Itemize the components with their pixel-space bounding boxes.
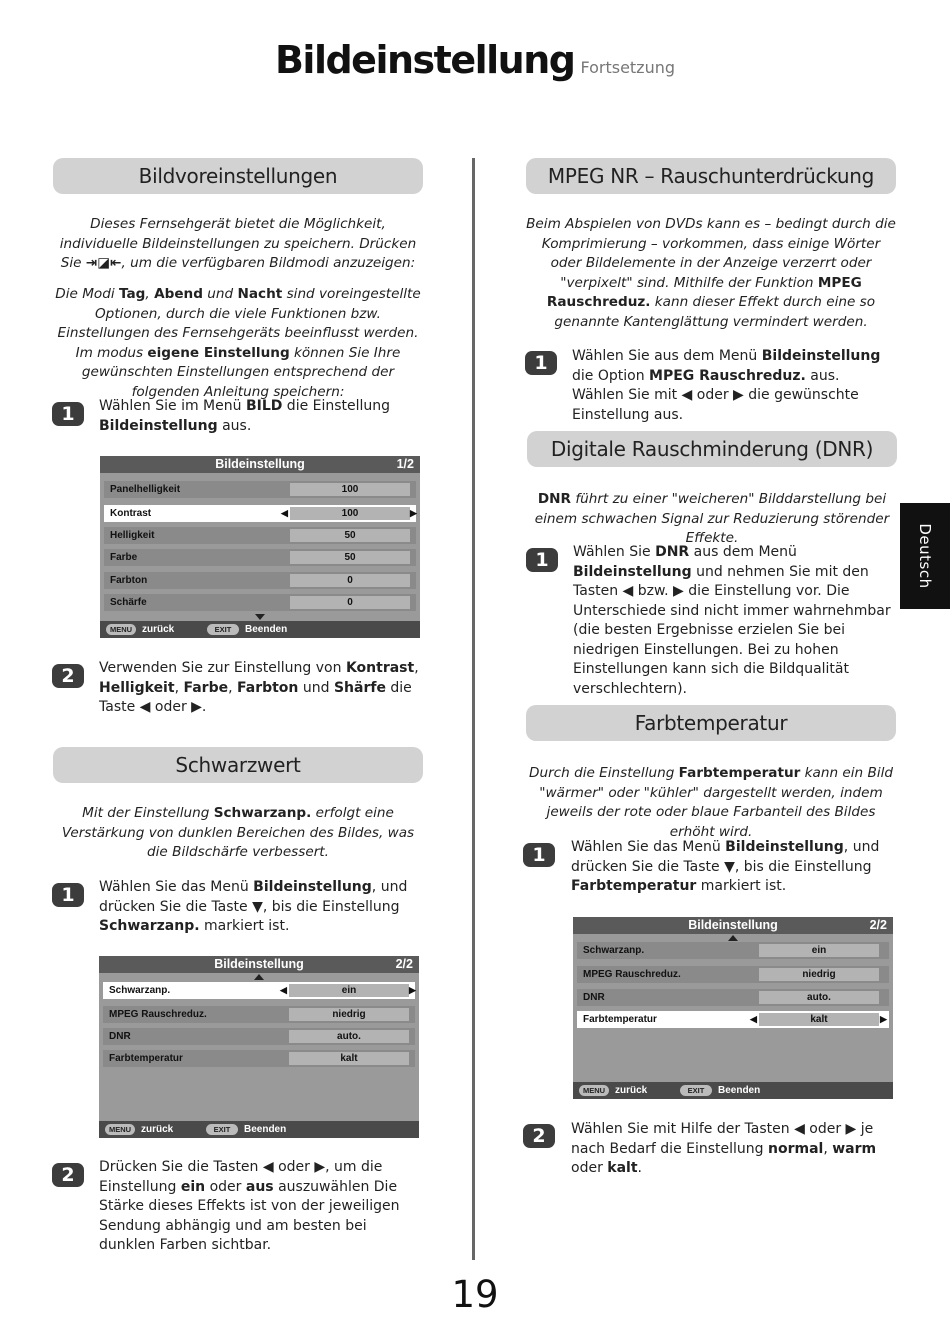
- picture-mode-icon: ⇥◪⇤: [85, 255, 122, 271]
- temp-step-1: Wählen Sie das Menü Bildeinstellung, und drücken Sie die Taste ▼, bis die Einstellung Farbtemperatur markiert ist.: [571, 839, 880, 894]
- menu-row[interactable]: Panelhelligkeit 100: [104, 481, 416, 498]
- section-heading-dnr: Digitale Rauschminderung (DNR): [527, 431, 897, 467]
- language-tab: Deutsch: [900, 503, 950, 609]
- menu-row-selected[interactable]: Schwarzanp. ◀ ein ▶: [103, 982, 415, 999]
- preset-step-2: Verwenden Sie zur Einstellung von Kontrast, Helligkeit, Farbe, Farbton und Shärfe die Taste ◀ oder ▶.: [99, 660, 419, 715]
- step-badge: 1: [525, 351, 557, 375]
- menu-row[interactable]: MPEG Rauschreduz. niedrig: [103, 1006, 415, 1023]
- preset-intro-2: Die Modi Tag, Abend und Nacht sind voreingestellte Optionen, durch die viele Funktionen bzw. Einstellungen des Fernsehgeräts beeinflusst werden. Im modus eigene Einstellung können Sie Ihre gewünschten Einstellungen entsprechend der folgenden Anleitung speichern:: [55, 286, 421, 400]
- osd-menu-picture-2: Bildeinstellung 2/2 Schwarzanp. ◀ ein ▶ MPEG Rauschreduz. niedrig DNR auto. Farbtemperatur kalt MENU zurück EXIT Beenden: [99, 956, 419, 1138]
- step-badge: 2: [52, 664, 84, 688]
- section-heading-mpeg-nr: MPEG NR – Rauschunterdrückung: [526, 158, 896, 194]
- mpeg-intro: Beim Abspielen von DVDs kann es – bedingt durch die Komprimierung – vorkommen, dass einige Wörter oder Bildelemente in der Anzeige verzerrt oder "verpixelt" sind. Mithilfe der Funktion MPEG Rauschreduz. kann dieser Effekt durch eine so genannte Kantenglättung vermindert werden.: [526, 216, 896, 330]
- black-step-1: Wählen Sie das Menü Bildeinstellung, und drücken Sie die Taste ▼, bis die Einstellung Schwarzanp. markiert ist.: [99, 879, 408, 934]
- preset-step-1: Wählen Sie im Menü BILD die Einstellung Bildeinstellung aus.: [99, 398, 391, 434]
- page-number: 19: [451, 1273, 499, 1316]
- left-arrow-icon: ◀: [281, 508, 288, 518]
- right-arrow-icon: ▶: [409, 985, 416, 995]
- menu-row[interactable]: Farbton 0: [104, 572, 416, 589]
- column-divider: [472, 158, 475, 1260]
- right-arrow-icon: ▶: [410, 508, 417, 518]
- section-heading-schwarzwert: Schwarzwert: [53, 747, 423, 783]
- menu-row[interactable]: Schärfe 0: [104, 594, 416, 611]
- mpeg-step-1: Wählen Sie aus dem Menü Bildeinstellung die Option MPEG Rauschreduz. aus. Wählen Sie mit ◀ oder ▶ die gewünschte Einstellung aus.: [572, 348, 881, 423]
- step-badge: 1: [526, 548, 558, 572]
- left-arrow-icon: ◀: [280, 985, 287, 995]
- preset-intro-1: Dieses Fernsehgerät bietet die Möglichkeit, individuelle Bildeinstellungen zu speichern. Drücken Sie ⇥◪⇤, um die verfügbaren Bildmodi anzuzeigen:: [59, 216, 417, 271]
- menu-row[interactable]: Farbe 50: [104, 549, 416, 566]
- osd-menu-picture-1: Bildeinstellung 1/2 Panelhelligkeit 100 Kontrast ◀ 100 ▶ Helligkeit 50 Farbe 50 Farbton 0 Schärfe 0 MENU zurück EXIT Beenden: [100, 456, 420, 638]
- step-badge: 2: [52, 1163, 84, 1187]
- left-arrow-icon: ◀: [750, 1014, 757, 1024]
- menu-footer: MENU zurück EXIT Beenden: [573, 1082, 893, 1099]
- step-badge: 1: [523, 843, 555, 867]
- menu-row[interactable]: DNR auto.: [103, 1028, 415, 1045]
- black-intro: Mit der Einstellung Schwarzanp. erfolgt eine Verstärkung von dunklen Bereichen des Bildes, was die Bildschärfe verbessert.: [61, 805, 415, 860]
- osd-menu-picture-3: Bildeinstellung 2/2 Schwarzanp. ein MPEG Rauschreduz. niedrig DNR auto. Farbtemperatur ◀ kalt ▶ MENU zurück EXIT Beenden: [573, 917, 893, 1099]
- section-heading-bildvoreinstellungen: Bildvoreinstellungen: [53, 158, 423, 194]
- menu-row[interactable]: MPEG Rauschreduz. niedrig: [577, 966, 889, 983]
- menu-row[interactable]: Schwarzanp. ein: [577, 942, 889, 959]
- menu-footer: MENU zurück EXIT Beenden: [100, 621, 420, 638]
- dnr-intro: DNR führt zu einer "weicheren" Bilddarstellung bei einem schwachen Signal zur Reduzierung störender Effekte.: [534, 491, 890, 546]
- black-step-2: Drücken Sie die Tasten ◀ oder ▶, um die Einstellung ein oder aus auszuwählen Die Stärke dieses Effekts ist von der jeweiligen Sendung abhängig und am besten bei dunklen Farben sichtbar.: [99, 1159, 400, 1253]
- step-badge: 1: [52, 883, 84, 907]
- scroll-down-icon: [255, 614, 265, 620]
- dnr-step-1: Wählen Sie DNR aus dem Menü Bildeinstellung und nehmen Sie mit den Tasten ◀ bzw. ▶ die Einstellung vor. Die Unterschiede sind nicht immer wahrnehmbar (die besten Ergebnisse erzielen Sie bei niedrigen Einstellungen. Bei zu hohen Einstellungen kann sich die Bildqualität verschlechtern).: [573, 544, 891, 697]
- menu-row-selected[interactable]: Kontrast ◀ 100 ▶: [104, 505, 416, 522]
- scroll-up-icon: [728, 935, 738, 941]
- temp-intro: Durch die Einstellung Farbtemperatur kann ein Bild "wärmer" oder "kühler" dargestellt werden, indem jeweils der rote oder blaue Farbanteil des Bildes erhöht wird.: [528, 765, 894, 840]
- scroll-up-icon: [254, 974, 264, 980]
- right-arrow-icon: ▶: [880, 1014, 887, 1024]
- temp-step-2: Wählen Sie mit Hilfe der Tasten ◀ oder ▶ je nach Bedarf die Einstellung normal, warm oder kalt.: [571, 1121, 877, 1176]
- menu-row[interactable]: DNR auto.: [577, 989, 889, 1006]
- page-title: Bildeinstellung Fortsetzung: [274, 38, 676, 82]
- step-badge: 1: [52, 402, 84, 426]
- menu-row-selected[interactable]: Farbtemperatur ◀ kalt ▶: [577, 1011, 889, 1028]
- step-badge: 2: [523, 1124, 555, 1148]
- section-heading-farbtemperatur: Farbtemperatur: [526, 705, 896, 741]
- menu-footer: MENU zurück EXIT Beenden: [99, 1121, 419, 1138]
- menu-row[interactable]: Helligkeit 50: [104, 527, 416, 544]
- menu-row[interactable]: Farbtemperatur kalt: [103, 1050, 415, 1067]
